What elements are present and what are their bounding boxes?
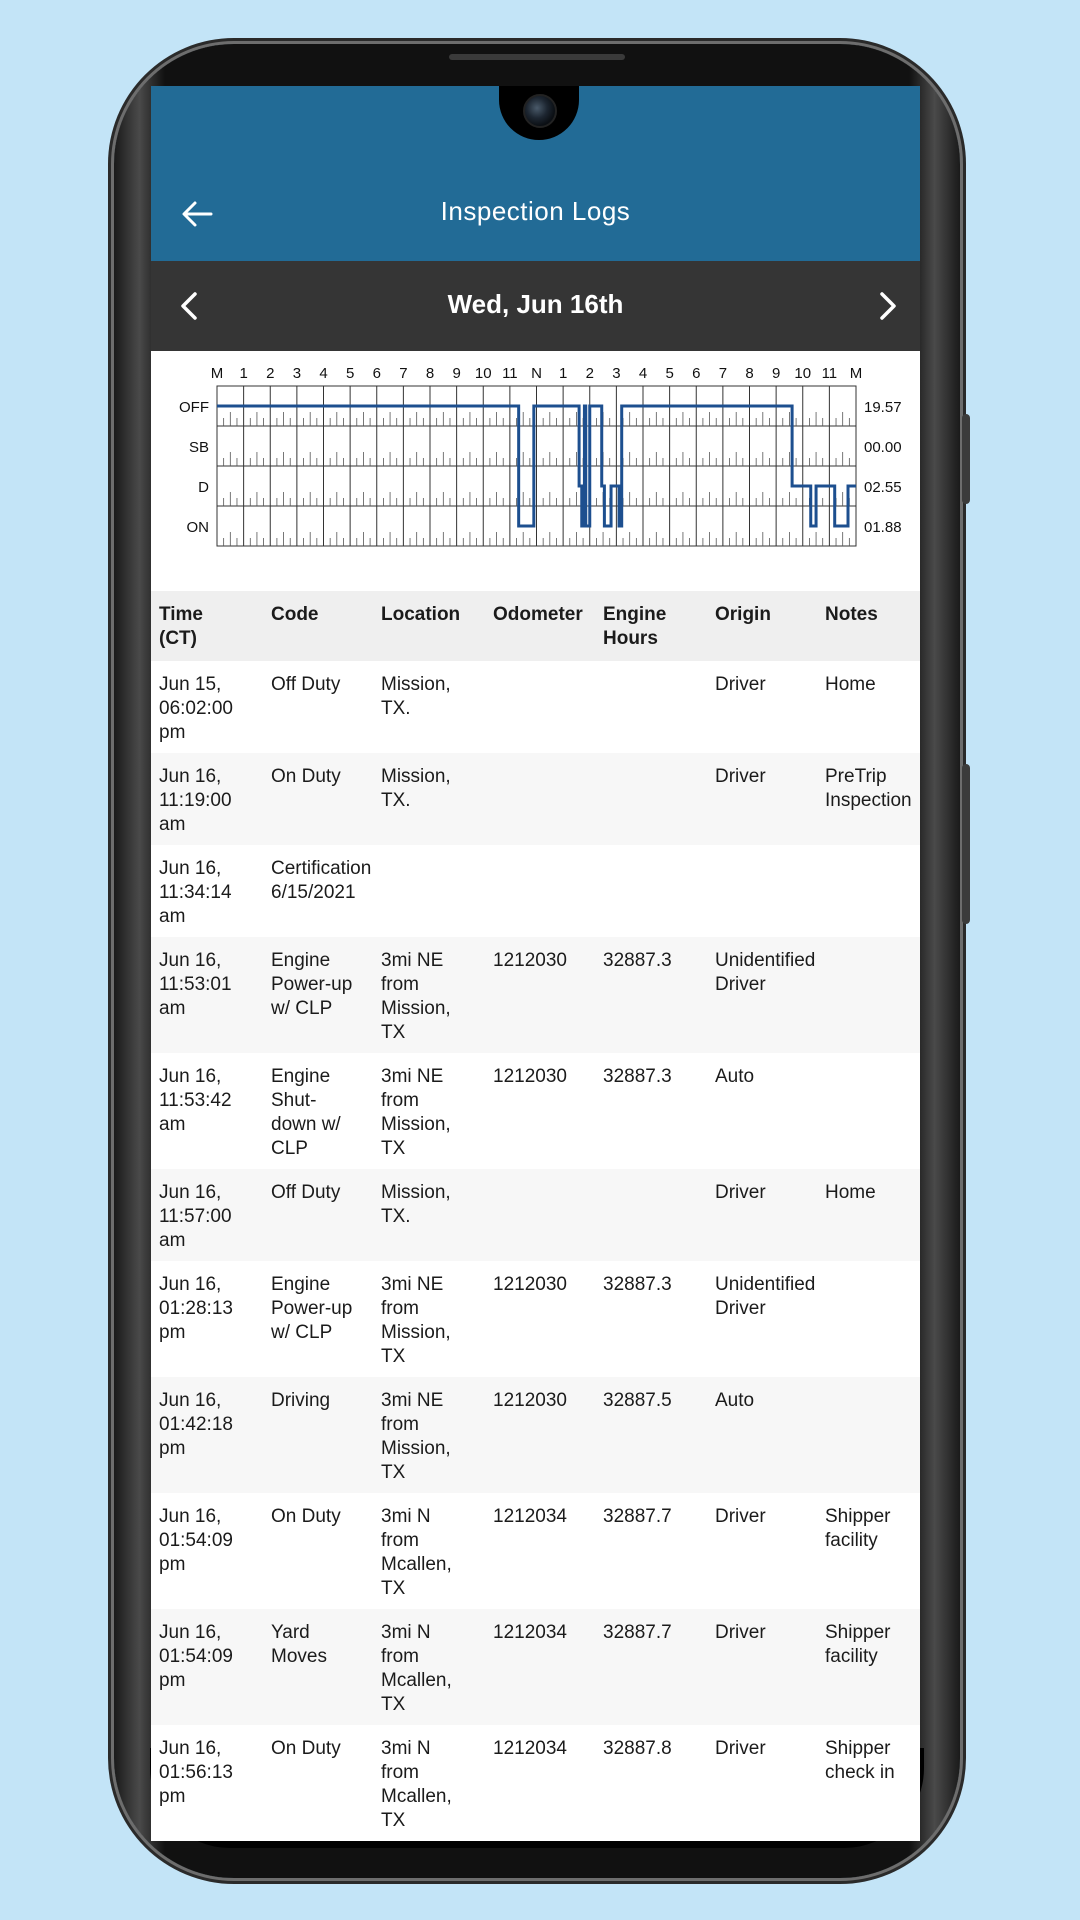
cell-origin: Driver (715, 674, 766, 695)
header-location: Location (381, 604, 461, 625)
cell-time: Jun 16, 01:54:09 pm (159, 1622, 233, 1691)
hour-label: 2 (266, 365, 275, 382)
hour-label: 1 (558, 365, 568, 382)
table-row (151, 753, 920, 845)
hour-label: 10 (794, 365, 812, 382)
hour-label: 8 (745, 365, 754, 382)
cell-code: Off Duty (271, 674, 341, 695)
cell-notes: Shipper facility (825, 1506, 891, 1551)
table-header-row (151, 591, 920, 661)
hour-label: 7 (399, 365, 408, 382)
earpiece-speaker (449, 54, 625, 60)
cell-location: Mission, TX. (381, 766, 451, 811)
status-total: 00.00 (864, 439, 902, 456)
header-code: Code (271, 604, 319, 625)
cell-time: Jun 15, 06:02:00 pm (159, 674, 233, 743)
cell-location: 3mi N from Mcallen, TX (381, 1738, 452, 1831)
cell-origin: Driver (715, 766, 766, 787)
cell-engine-hours: 32887.7 (603, 1506, 672, 1527)
cell-time: Jun 16, 11:53:42 am (159, 1066, 232, 1135)
cell-code: Driving (271, 1390, 331, 1411)
hos-graph-svg (151, 351, 920, 576)
status-total: 01.88 (864, 519, 902, 536)
cell-odometer: 1212034 (493, 1506, 567, 1527)
hour-label: 3 (292, 365, 302, 382)
hour-label: 5 (665, 365, 674, 382)
header-time: Time (CT) (159, 604, 204, 649)
front-camera-icon (523, 94, 557, 128)
cell-location: 3mi NE from Mission, TX (381, 1274, 451, 1367)
cell-origin: Auto (715, 1066, 755, 1087)
header-engine-hours: Engine Hours (603, 604, 667, 649)
cell-code: Yard Moves (271, 1622, 327, 1667)
cell-location: 3mi N from Mcallen, TX (381, 1622, 452, 1715)
page-title: Inspection Logs (440, 196, 631, 226)
header-odometer: Odometer (493, 604, 583, 625)
status-label: D (198, 479, 209, 496)
hour-label: 9 (452, 365, 461, 382)
table-row (151, 937, 920, 1053)
hour-label: 3 (612, 365, 621, 382)
cell-time: Jun 16, 01:54:09 pm (159, 1506, 233, 1575)
cell-location: 3mi NE from Mission, TX (381, 950, 451, 1043)
hour-label: 10 (474, 365, 492, 382)
cell-notes: Shipper facility (825, 1622, 891, 1667)
cell-origin: Driver (715, 1506, 766, 1527)
status-label: SB (188, 439, 209, 456)
cell-odometer: 1212030 (493, 1390, 567, 1411)
cell-origin: Driver (715, 1738, 766, 1759)
table-row (151, 1609, 920, 1725)
hour-label: M (210, 365, 224, 382)
cell-origin: Driver (715, 1622, 766, 1643)
table-row (151, 1725, 920, 1841)
cell-code: Engine Power-up w/ CLP (271, 950, 353, 1019)
cell-engine-hours: 32887.3 (603, 1274, 672, 1295)
cell-odometer: 1212034 (493, 1738, 567, 1759)
hour-label: 11 (502, 365, 518, 382)
cell-code: On Duty (271, 1738, 341, 1759)
table-row (151, 1261, 920, 1377)
cell-time: Jun 16, 01:56:13 pm (159, 1738, 233, 1807)
power-button (962, 764, 970, 924)
cell-odometer: 1212030 (493, 950, 567, 971)
status-total: 02.55 (864, 479, 902, 496)
cell-engine-hours: 32887.3 (603, 1066, 672, 1087)
header-origin: Origin (715, 604, 771, 625)
hour-label: M (849, 365, 863, 382)
cell-code: Certification 6/15/2021 (271, 858, 372, 903)
cell-origin: Unidentified Driver (715, 950, 816, 995)
app-screen (151, 86, 920, 1831)
status-label: OFF (179, 399, 209, 416)
cell-notes: Shipper check in (825, 1738, 895, 1783)
cell-location: 3mi NE from Mission, TX (381, 1066, 451, 1159)
cell-notes: PreTrip Inspection (825, 766, 912, 811)
hour-label: 4 (638, 365, 648, 382)
table-row (151, 1493, 920, 1609)
status-total: 19.57 (864, 399, 902, 416)
table-row (151, 1169, 920, 1261)
cell-code: Engine Power-up w/ CLP (271, 1274, 353, 1343)
volume-button (962, 414, 970, 504)
hour-label: 5 (345, 365, 355, 382)
cell-time: Jun 16, 11:19:00 am (159, 766, 232, 835)
cell-location: Mission, TX. (381, 1182, 451, 1227)
hos-duty-status-graph (151, 351, 920, 576)
cell-time: Jun 16, 11:53:01 am (159, 950, 232, 1019)
cell-time: Jun 16, 11:57:00 am (159, 1182, 232, 1251)
hour-label: 7 (718, 365, 728, 382)
cell-time: Jun 16, 01:42:18 pm (159, 1390, 233, 1459)
table-row (151, 1377, 920, 1493)
cell-origin: Unidentified Driver (715, 1274, 816, 1319)
cell-location: 3mi N from Mcallen, TX (381, 1506, 452, 1599)
hour-label: 6 (372, 365, 381, 382)
chevron-right-icon[interactable] (870, 289, 904, 323)
status-label: ON (186, 519, 209, 536)
hour-label: 2 (585, 365, 594, 382)
cell-origin: Driver (715, 1182, 766, 1203)
cell-engine-hours: 32887.5 (603, 1390, 672, 1411)
cell-code: On Duty (271, 766, 341, 787)
hour-label: 11 (821, 365, 838, 382)
cell-odometer: 1212030 (493, 1066, 567, 1087)
header-notes: Notes (825, 604, 878, 625)
cell-engine-hours: 32887.7 (603, 1622, 672, 1643)
hour-label: 4 (319, 365, 328, 382)
cell-code: On Duty (271, 1506, 341, 1527)
cell-code: Off Duty (271, 1182, 341, 1203)
cell-location: 3mi NE from Mission, TX (381, 1390, 451, 1483)
cell-notes: Home (825, 674, 876, 695)
log-events-table (151, 591, 920, 1841)
cell-time: Jun 16, 01:28:13 pm (159, 1274, 233, 1343)
date-navigator (151, 261, 920, 351)
cell-engine-hours: 32887.8 (603, 1738, 672, 1759)
cell-origin: Auto (715, 1390, 755, 1411)
table-row (151, 661, 920, 753)
cell-notes: Home (825, 1182, 876, 1203)
cell-engine-hours: 32887.3 (603, 950, 672, 971)
cell-odometer: 1212030 (493, 1274, 567, 1295)
table-row (151, 845, 920, 937)
cell-time: Jun 16, 11:34:14 am (159, 858, 232, 927)
cell-code: Engine Shut- down w/ CLP (271, 1066, 341, 1159)
hour-label: 8 (425, 365, 435, 382)
cell-odometer: 1212034 (493, 1622, 567, 1643)
current-date-label: Wed, Jun 16th (447, 289, 624, 319)
cell-location: Mission, TX. (381, 674, 451, 719)
table-row (151, 1053, 920, 1169)
hour-label: 6 (692, 365, 701, 382)
hour-label: N (531, 365, 542, 382)
hour-label: 1 (239, 365, 248, 382)
hour-label: 9 (771, 365, 781, 382)
